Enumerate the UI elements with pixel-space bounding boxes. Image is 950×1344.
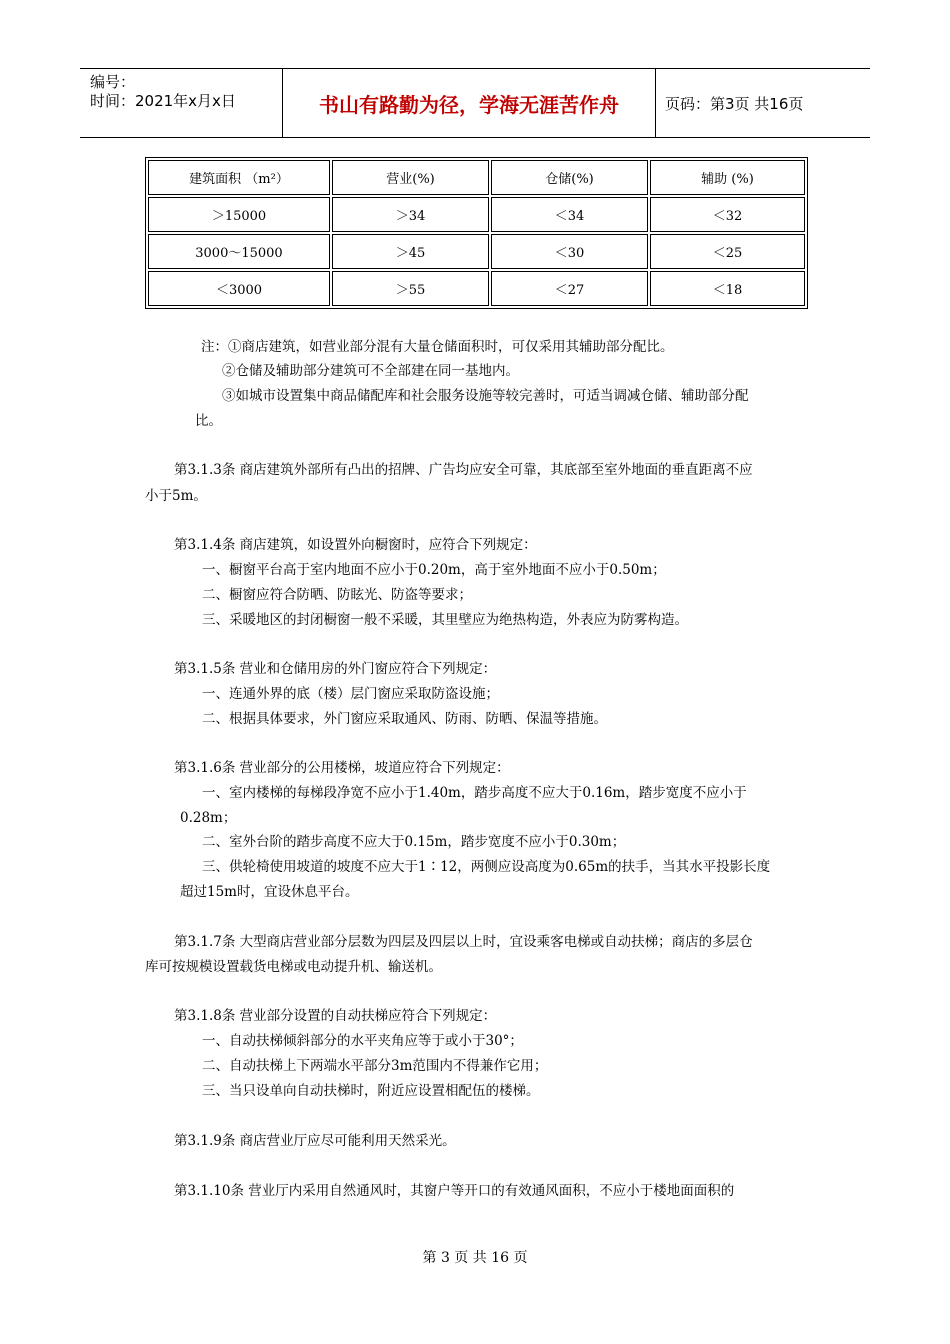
table-cell: ＜18 bbox=[650, 271, 805, 306]
header-motto: 书山有路勤为径，学海无涯苦作舟 bbox=[319, 92, 619, 117]
clause-item: 三、采暖地区的封闭橱窗一般不采暖，其里壁应为绝热构造，外表应为防雾构造。 bbox=[202, 612, 688, 628]
page-footer: 第 3 页 共 16 页 bbox=[422, 1250, 528, 1266]
clause-line: 小于5m。 bbox=[145, 488, 207, 504]
clause-item: 0.28m； bbox=[180, 810, 237, 826]
clause-line: 第3.1.7条 大型商店营业部分层数为四层及四层以上时，宜设乘客电梯或自动扶梯；商店的多层仓 bbox=[174, 934, 753, 950]
clause-item: 一、室内楼梯的每梯段净宽不应小于1.40m，踏步高度不应大于0.16m，踏步宽度不应小于 bbox=[202, 785, 747, 801]
note-line: 注：①商店建筑，如营业部分混有大量仓储面积时，可仅采用其辅助部分配比。 bbox=[201, 339, 674, 355]
clause-item: 二、室外台阶的踏步高度不应大于0.15m，踏步宽度不应小于0.30m； bbox=[202, 834, 626, 850]
note-line: ③如城市设置集中商品储配库和社会服务设施等较完善时，可适当调减仓储、辅助部分配 bbox=[222, 388, 749, 404]
table-cell: ＞45 bbox=[332, 234, 489, 269]
table-cell: ＜25 bbox=[650, 234, 805, 269]
table-header-cell: 营业(%) bbox=[332, 160, 489, 195]
clause-line: 第3.1.8条 营业部分设置的自动扶梯应符合下列规定： bbox=[174, 1008, 497, 1024]
clause-item: 一、自动扶梯倾斜部分的水平夹角应等于或小于30°； bbox=[202, 1033, 523, 1049]
table-cell: ＜27 bbox=[491, 271, 648, 306]
table-cell: ＞55 bbox=[332, 271, 489, 306]
table-header-cell: 仓储(%) bbox=[491, 160, 648, 195]
clause-line: 第3.1.3条 商店建筑外部所有凸出的招牌、广告均应安全可靠，其底部至室外地面的垂直距离不应 bbox=[174, 462, 753, 478]
clause-item: 二、根据具体要求，外门窗应采取通风、防雨、防晒、保温等措施。 bbox=[202, 711, 607, 727]
clause-line: 库可按规模设置载货电梯或电动提升机、输送机。 bbox=[145, 959, 442, 975]
table-cell: ＜32 bbox=[650, 197, 805, 232]
table-cell: ＜30 bbox=[491, 234, 648, 269]
table-row bbox=[148, 271, 805, 306]
table-row bbox=[148, 234, 805, 269]
area-ratio-table bbox=[145, 157, 808, 309]
table-cell: ＜3000 bbox=[148, 271, 330, 306]
clause-line: 第3.1.4条 商店建筑，如设置外向橱窗时，应符合下列规定： bbox=[174, 537, 537, 553]
table-header-cell: 建筑面积 （m²） bbox=[148, 160, 330, 195]
page-header bbox=[80, 68, 870, 138]
clause-line: 第3.1.5条 营业和仓储用房的外门窗应符合下列规定： bbox=[174, 661, 497, 677]
table-cell: 3000～15000 bbox=[148, 234, 330, 269]
table-cell: ＞15000 bbox=[148, 197, 330, 232]
header-page-info: 页码：第3页 共16页 bbox=[665, 95, 804, 113]
note-line: 比。 bbox=[195, 413, 222, 429]
clause-item: 二、橱窗应符合防晒、防眩光、防盗等要求； bbox=[202, 587, 472, 603]
clause-item: 超过15m时，宜设休息平台。 bbox=[180, 884, 359, 900]
clause-item: 三、当只设单向自动扶梯时，附近应设置相配伍的楼梯。 bbox=[202, 1083, 540, 1099]
table-cell: ＞34 bbox=[332, 197, 489, 232]
number-label: 编号： bbox=[90, 73, 136, 91]
clause-line: 第3.1.10条 营业厅内采用自然通风时，其窗户等开口的有效通风面积，不应小于楼地面面积的 bbox=[174, 1183, 735, 1199]
note-line: ②仓储及辅助部分建筑可不全部建在同一基地内。 bbox=[222, 363, 519, 379]
clause-item: 一、连通外界的底（楼）层门窗应采取防盗设施； bbox=[202, 686, 499, 702]
clause-line: 第3.1.6条 营业部分的公用楼梯，坡道应符合下列规定： bbox=[174, 760, 510, 776]
clause-item: 一、橱窗平台高于室内地面不应小于0.20m，高于室外地面不应小于0.50m； bbox=[202, 562, 666, 578]
clause-item: 三、供轮椅使用坡道的坡度不应大于1∶12，两侧应设高度为0.65m的扶手，当其水平投影长度 bbox=[202, 859, 771, 875]
table-header-cell: 辅助 (%) bbox=[650, 160, 805, 195]
header-divider-right bbox=[655, 69, 656, 137]
clause-item: 二、自动扶梯上下两端水平部分3m范围内不得兼作它用； bbox=[202, 1058, 548, 1074]
table-row bbox=[148, 197, 805, 232]
table-cell: ＜34 bbox=[491, 197, 648, 232]
date-line: 时间：2021年x月x日 bbox=[90, 92, 236, 110]
clause-line: 第3.1.9条 商店营业厅应尽可能利用天然采光。 bbox=[174, 1133, 456, 1149]
header-meta bbox=[90, 73, 236, 111]
table-header-row bbox=[148, 160, 805, 195]
